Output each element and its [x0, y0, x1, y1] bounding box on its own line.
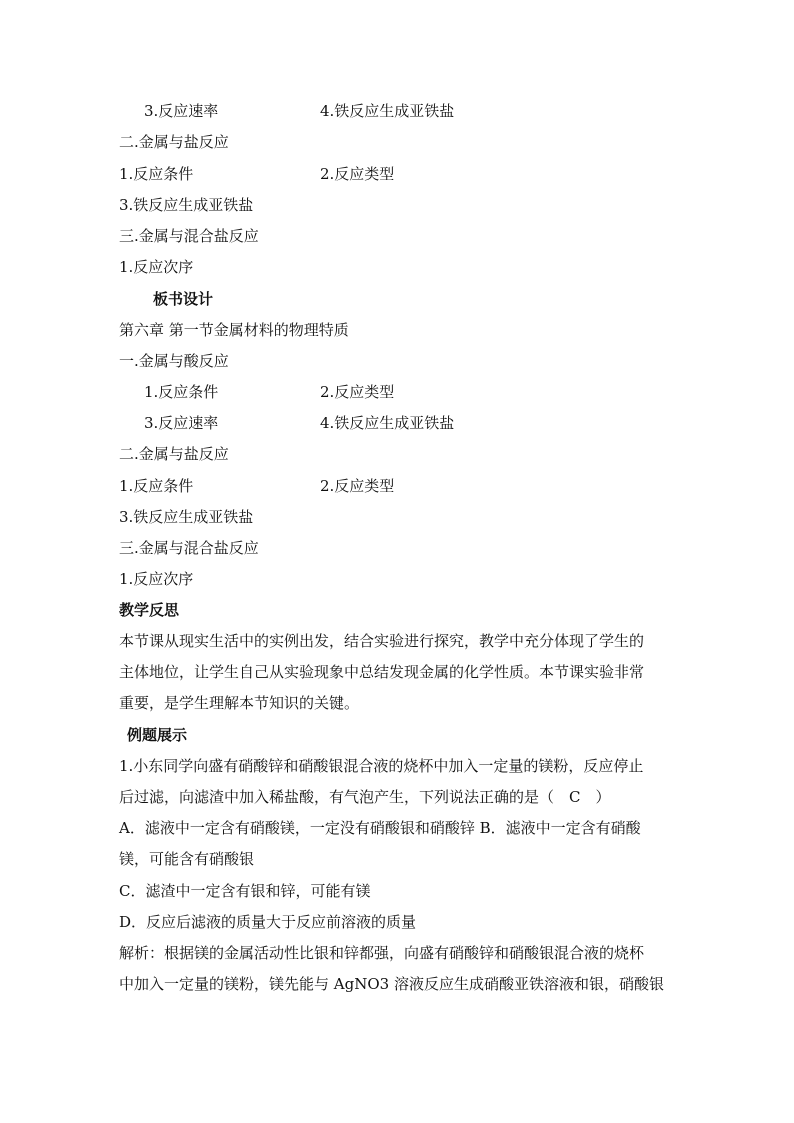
- analysis-line: 中加入一定量的镁粉，镁先能与 AgNO3 溶液反应生成硝酸亚铁溶液和银，硝酸银: [119, 975, 664, 993]
- outline-item: 3.反应速率: [144, 102, 219, 120]
- outline-heading: 三.金属与混合盐反应: [119, 539, 259, 557]
- outline-heading: 二.金属与盐反应: [119, 445, 229, 463]
- outline-item: 1.反应条件: [144, 383, 219, 401]
- analysis-line: 解析：根据镁的金属活动性比银和锌都强，向盛有硝酸锌和硝酸银混合液的烧杯: [119, 944, 645, 962]
- outline-item: 3.铁反应生成亚铁盐: [119, 508, 254, 526]
- outline-item: 3.反应速率: [144, 414, 219, 432]
- outline-item: 1.反应次序: [119, 258, 194, 276]
- section-heading: 教学反思: [119, 601, 180, 619]
- outline-heading: 三.金属与混合盐反应: [119, 227, 259, 245]
- question-line: 后过滤，向滤渣中加入稀盐酸，有气泡产生，下列说法正确的是（ C ）: [119, 788, 611, 806]
- outline-item: 2.反应类型: [320, 477, 395, 495]
- question-line: 1.小东同学向盛有硝酸锌和硝酸银混合液的烧杯中加入一定量的镁粉，反应停止: [119, 757, 644, 775]
- paragraph-line: 重要，是学生理解本节知识的关键。: [119, 694, 360, 712]
- outline-item: 2.反应类型: [320, 383, 395, 401]
- paragraph-line: 主体地位，让学生自己从实验现象中总结发现金属的化学性质。本节课实验非常: [119, 663, 645, 681]
- section-heading: 板书设计: [153, 290, 214, 308]
- outline-item: 2.反应类型: [320, 165, 395, 183]
- option-line: D．反应后滤液的质量大于反应前溶液的质量: [119, 913, 417, 931]
- paragraph-line: 本节课从现实生活中的实例出发，结合实验进行探究，教学中充分体现了学生的: [119, 632, 645, 650]
- section-heading: 例题展示: [127, 726, 188, 744]
- outline-item: 1.反应条件: [119, 477, 194, 495]
- outline-item: 4.铁反应生成亚铁盐: [320, 414, 455, 432]
- chapter-title: 第六章 第一节金属材料的物理特质: [119, 321, 349, 339]
- outline-heading: 一.金属与酸反应: [119, 352, 229, 370]
- outline-item: 3.铁反应生成亚铁盐: [119, 196, 254, 214]
- option-line: A．滤液中一定含有硝酸镁，一定没有硝酸银和硝酸锌 B．滤液中一定含有硝酸: [119, 819, 641, 837]
- outline-heading: 二.金属与盐反应: [119, 133, 229, 151]
- outline-item: 1.反应条件: [119, 165, 194, 183]
- option-line: 镁，可能含有硝酸银: [119, 850, 255, 868]
- outline-item: 4.铁反应生成亚铁盐: [320, 102, 455, 120]
- option-line: C．滤渣中一定含有银和锌，可能有镁: [119, 882, 371, 900]
- outline-item: 1.反应次序: [119, 570, 194, 588]
